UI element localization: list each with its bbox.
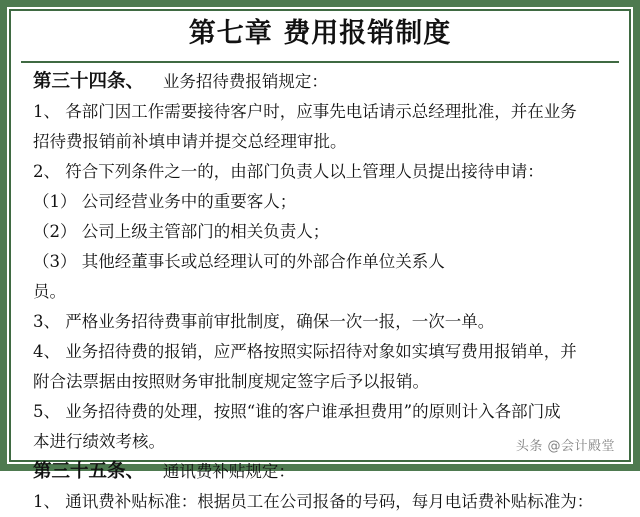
article-number: 第三十四条、 xyxy=(33,71,145,92)
article-description: 业务招待费报销规定： xyxy=(162,72,328,91)
article-description: 通讯费补贴规定： xyxy=(162,462,295,481)
page-title: 第七章 费用报销制度 xyxy=(188,18,452,49)
article-34-heading xyxy=(33,67,611,97)
article-35-heading xyxy=(33,457,611,487)
text-line: 2、 符合下列条件之一的，由部门负责人以上管理人员提出接待申请： xyxy=(33,162,544,181)
text-line: 员。 xyxy=(33,282,66,301)
text-line: 3、 严格业务招待费事前审批制度，确保一次一报，一次一单。 xyxy=(33,312,495,331)
watermark: 头条 @会计殿堂 xyxy=(515,439,615,454)
text-line: 4、 业务招待费的报销，应严格按照实际招待对象如实填写费用报销单，并 xyxy=(33,342,577,361)
text-line: 1、 各部门因工作需要接待客户时，应事先电话请示总经理批准，并在业务 xyxy=(33,102,577,121)
text-line: 招待费报销前补填申请并提交总经理审批。 xyxy=(33,132,347,151)
text-line: 本进行绩效考核。 xyxy=(33,432,165,451)
title-divider xyxy=(21,61,619,63)
text-line: 附合法票据由按照财务审批制度规定签字后予以报销。 xyxy=(33,372,429,391)
text-line: 5、 业务招待费的处理，按照“谁的客户谁承担费用”的原则计入各部门成 xyxy=(33,402,561,421)
text-line: （2） 公司上级主管部门的相关负责人； xyxy=(33,222,330,241)
text-line: （1） 公司经营业务中的重要客人； xyxy=(33,192,297,211)
text-line: （3） 其他经董事长或总经理认可的外部合作单位关系人 xyxy=(33,252,445,271)
text-line: 1、 通讯费补贴标准：根据员工在公司报备的号码，每月电话费补贴标准为： xyxy=(33,492,594,511)
article-number: 第三十五条、 xyxy=(33,461,145,482)
